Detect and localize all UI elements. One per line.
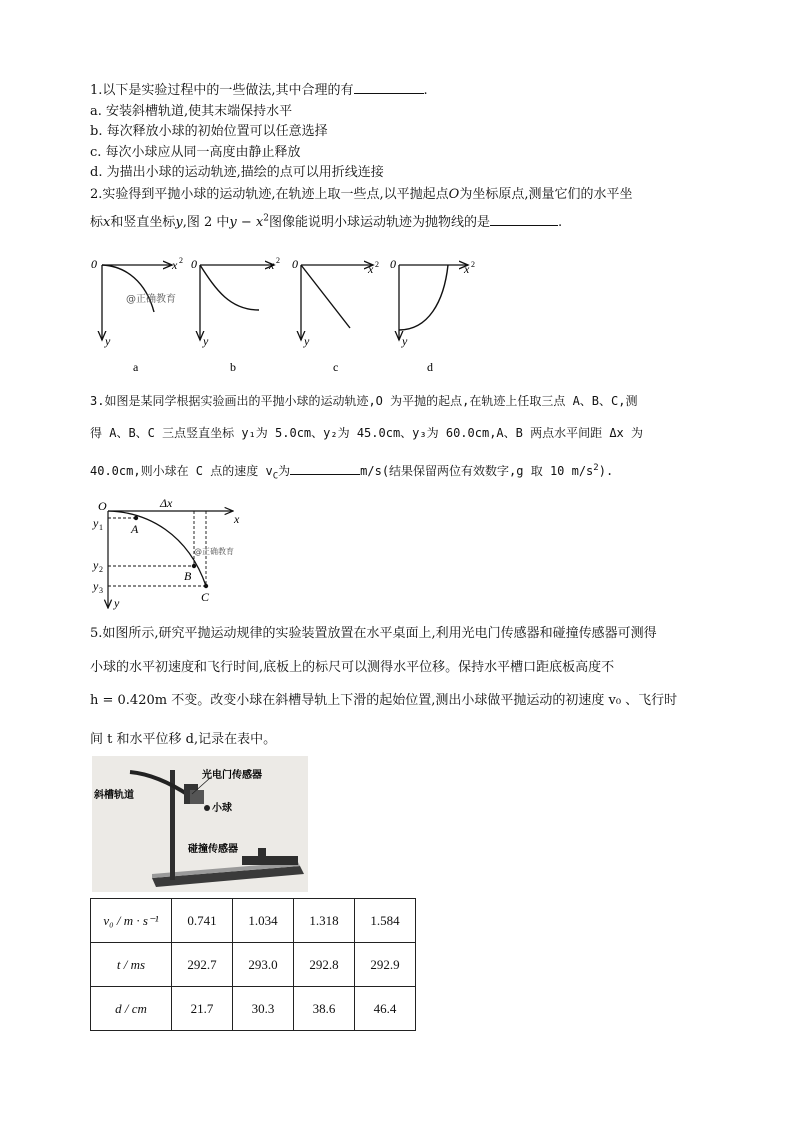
q2-answer-blank[interactable] <box>490 213 558 226</box>
q3-line1: 3.如图是某同学根据实验画出的平抛小球的运动轨迹,O 为平抛的起点,在轨迹上任取三点 A、B、C,测 <box>90 394 638 408</box>
q1-stem: 1.以下是实验过程中的一些做法,其中合理的有 <box>90 83 354 98</box>
graph-d-label: d <box>427 360 433 374</box>
fig-label-b: B <box>184 569 192 583</box>
q3-trajectory-figure <box>88 494 253 614</box>
q2-text-2d: 图像能说明小球运动轨迹为抛物线的是 <box>268 215 490 230</box>
point-b <box>192 564 196 568</box>
photo-label-ball: 小球 <box>212 803 232 814</box>
table-cell: 1.318 <box>294 899 355 943</box>
fig-label-c: C <box>201 590 210 604</box>
fig-dx: Δx <box>160 496 173 510</box>
point-a <box>134 516 138 520</box>
q2-text-1: 2.实验得到平抛小球的运动轨迹,在轨迹上取一些点,以平抛起点 <box>90 187 449 202</box>
table-cell: 46.4 <box>355 987 416 1031</box>
graph-a-label: a <box>133 360 139 374</box>
graph-c-origin: 0 <box>292 257 298 271</box>
point-c <box>204 584 208 588</box>
q2-y-symbol: y <box>175 215 183 230</box>
fig-x: x <box>234 512 240 526</box>
graph-d-ylabel: y <box>402 334 408 348</box>
q1-option-b: b. 每次释放小球的初始位置可以任意选择 <box>90 124 328 139</box>
fig-y2-sub: 2 <box>99 565 103 574</box>
table-cell: 1.034 <box>233 899 294 943</box>
table-cell: 30.3 <box>233 987 294 1031</box>
row-head-d: d / cm <box>91 987 172 1031</box>
fig-y1-sub: 1 <box>99 523 103 532</box>
graph-c-ylabel: y <box>304 334 310 348</box>
q1-option-c: c. 每次小球应从同一高度由静止释放 <box>90 145 301 160</box>
q3-vc-subscript: C <box>272 471 279 482</box>
table-cell: 1.584 <box>355 899 416 943</box>
q2-line1 <box>90 183 632 202</box>
table-row <box>91 987 416 1031</box>
q1-option-a: a. 安装斜槽轨道,使其末端保持水平 <box>90 104 293 119</box>
table-cell: 292.9 <box>355 943 416 987</box>
graph-a <box>91 256 183 374</box>
fig-y: y <box>114 596 120 610</box>
row-head-v0: v₀ / m · s⁻¹ <box>91 899 172 943</box>
fig-origin: O <box>98 499 107 513</box>
graph-d-origin: 0 <box>390 257 396 271</box>
graph-b-ylabel: y <box>203 334 209 348</box>
graph-d <box>390 257 475 374</box>
q2-text-2c: ,图 2 中 <box>182 215 230 230</box>
table-cell: 0.741 <box>172 899 233 943</box>
apparatus-photo <box>92 756 308 892</box>
q1-answer-blank[interactable] <box>354 81 424 94</box>
graph-b <box>191 256 280 374</box>
graph-c-xlabel-exp: 2 <box>375 260 379 269</box>
graph-a-origin: 0 <box>91 257 97 271</box>
q3-answer-blank[interactable] <box>290 462 360 475</box>
graph-b-label: b <box>230 360 236 374</box>
q3-text-3d: ). <box>598 464 614 478</box>
table-cell: 293.0 <box>233 943 294 987</box>
q2-expression: y − x <box>229 215 264 230</box>
q3-text-3c: m/s(结果保留两位有效数字,g 取 10 m/s <box>360 464 594 478</box>
graph-d-xlabel-exp: 2 <box>471 260 475 269</box>
q2-x-symbol: x <box>103 215 111 230</box>
q1-end: . <box>423 83 428 98</box>
table-row <box>91 943 416 987</box>
q5-line4: 间 t 和水平位移 d,记录在表中。 <box>90 732 277 747</box>
graph-a-xlabel: x <box>172 258 178 272</box>
fig-watermark: @正确教育 <box>194 547 234 556</box>
q2-text-2a: 标 <box>90 215 104 230</box>
graph-c-xlabel: x <box>368 262 374 276</box>
graph-a-ylabel: y <box>105 334 111 348</box>
q3-text-3b: 为 <box>278 464 291 478</box>
q2-end: . <box>558 215 563 230</box>
graph-b-xlabel: x <box>269 258 275 272</box>
q2-expression-exponent: 2 <box>263 213 269 224</box>
q5-line3: h = 0.420m 不变。改变小球在斜槽导轨上下滑的起始位置,测出小球做平抛运动的初速度 v₀ 、飞行时 <box>90 693 678 708</box>
q2-line2 <box>90 211 562 230</box>
table-cell: 292.8 <box>294 943 355 987</box>
q2-graphs <box>88 252 508 378</box>
fig-y3: y <box>93 579 99 593</box>
q1-option-d: d. 为描出小球的运动轨迹,描绘的点可以用折线连接 <box>90 165 384 180</box>
graph-c-label: c <box>333 360 339 374</box>
photo-label-collision: 碰撞传感器 <box>188 844 238 855</box>
graph-b-origin: 0 <box>191 257 197 271</box>
table-cell: 292.7 <box>172 943 233 987</box>
photo-label-track: 斜槽轨道 <box>94 790 134 801</box>
q3-line2: 得 A、B、C 三点竖直坐标 y₁为 5.0cm、y₂为 45.0cm、y₃为 60.0cm,A、B 两点水平间距 Δx 为 <box>90 426 643 440</box>
graph-c <box>292 257 379 374</box>
table-cell: 38.6 <box>294 987 355 1031</box>
q1-stem-line <box>90 79 428 98</box>
table-cell: 21.7 <box>172 987 233 1031</box>
fig-y1: y <box>93 516 99 530</box>
graph-a-xlabel-exp: 2 <box>179 256 183 265</box>
q5-line2: 小球的水平初速度和飞行时间,底板上的标尺可以测得水平位移。保持水平槽口距底板高度不 <box>90 660 615 675</box>
q3-line3: 40.0cm,则小球在 C 点的速度 $v_C$为 m/s(结果保留两位有效数字,g 取 10 $m/s^2$). <box>90 463 614 482</box>
q2-origin-symbol: O <box>448 187 460 202</box>
fig-label-a: A <box>131 522 139 536</box>
data-table <box>90 898 416 1031</box>
q3-text-3a: 40.0cm,则小球在 C 点的速度 v <box>90 464 273 478</box>
q2-text-1b: 为坐标原点,测量它们的水平坐 <box>459 187 633 202</box>
row-head-t: t / ms <box>91 943 172 987</box>
q5-line1: 5.如图所示,研究平抛运动规律的实验装置放置在水平桌面上,利用光电门传感器和碰撞传感器可测得 <box>90 626 657 641</box>
table-row <box>91 899 416 943</box>
graph-b-xlabel-exp: 2 <box>276 256 280 265</box>
graph-a-watermark: @正确教育 <box>126 294 176 305</box>
graph-d-xlabel: x <box>464 262 470 276</box>
q2-text-2b: 和竖直坐标 <box>110 215 176 230</box>
fig-y2: y <box>93 558 99 572</box>
fig-y3-sub: 3 <box>99 586 103 595</box>
photo-label-gate: 光电门传感器 <box>202 770 262 781</box>
